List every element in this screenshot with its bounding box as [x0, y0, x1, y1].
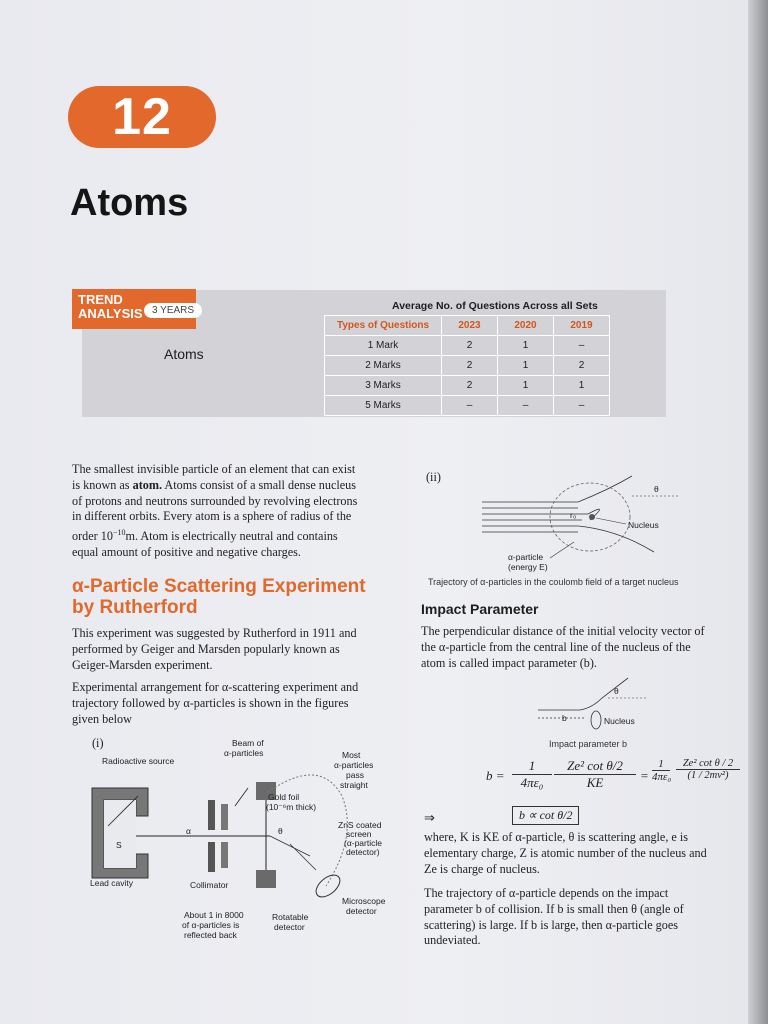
figure-i-label: (i) [92, 736, 104, 750]
text-line: parameter b of collision. If b is small then θ (angle of [424, 901, 684, 916]
proportionality-box: b ∝ cot θ/2 [512, 806, 579, 825]
figure-ii-label: (ii) [426, 470, 441, 484]
table-cell: 2 [554, 356, 610, 376]
section-heading-line: α-Particle Scattering Experiment [72, 576, 366, 597]
scattered-ray [270, 836, 310, 856]
trend-table-title: Average No. of Questions Across all Sets [392, 300, 598, 312]
formula-fraction [652, 758, 670, 783]
formula-lhs: b = [486, 768, 505, 783]
trajectory-diagram [478, 470, 688, 580]
fraction-denominator: 4πε₀ [652, 771, 672, 783]
intro-text: is known as [72, 477, 133, 492]
nucleus-shape [591, 711, 601, 729]
header-cell: 2020 [498, 316, 554, 336]
collimator-bottom [208, 842, 215, 872]
text-line: Geiger-Marsden experiment. [72, 657, 213, 672]
microscope-label: Microscope [342, 896, 386, 906]
beam-label: α-particles [224, 748, 264, 758]
alpha-particle-label: (energy E) [508, 562, 548, 572]
chapter-number-badge: 12 [68, 86, 216, 148]
table-cell: 3 Marks [325, 376, 442, 396]
fraction-denominator: 4πε₀ [520, 775, 544, 790]
gold-foil-label: (10⁻⁶m thick) [266, 802, 317, 812]
zns-label: ZnS coated [338, 820, 382, 830]
chapter-title: Atoms [70, 182, 189, 224]
header-cell: Types of Questions [325, 316, 442, 336]
text-line: given below [72, 711, 132, 726]
theta-label: θ [614, 686, 619, 696]
reflected-label: reflected back [184, 930, 237, 940]
text-line: the α-particle from the central line of the nucleus of the [421, 639, 691, 654]
alpha-particle-label: α-particle [508, 552, 544, 562]
reflected-label: About 1 in 8000 [184, 910, 244, 920]
section-heading-line: by Rutherford [72, 597, 198, 618]
table-cell: 1 [498, 356, 554, 376]
impact-caption: Impact parameter b [549, 739, 628, 749]
scatter-curve [578, 476, 632, 502]
section-heading [72, 576, 366, 618]
formula-equals: = [640, 768, 649, 783]
trend-tag-line2: ANALYSIS [78, 306, 143, 321]
table-cell: 2 [442, 336, 498, 356]
fraction-numerator: Ze² cot θ / 2 [676, 758, 740, 770]
cavity-interior [104, 800, 136, 868]
experiment-paragraph [72, 626, 407, 673]
variable-definitions [424, 830, 744, 877]
text-line: scattering) is large. If b is large, then α-particle goes [424, 917, 678, 932]
atom-term: atom. [132, 477, 163, 492]
trajectory-paragraph [424, 886, 744, 949]
text-line: Experimental arrangement for α-scattering experiment and [72, 680, 359, 694]
zns-label: (α-particle [344, 838, 382, 848]
radioactive-source-label: Radioactive source [102, 756, 175, 766]
intro-line: The smallest invisible particle of an element that can exist [72, 462, 356, 476]
text-line: trajectory followed by α-particles is shown in the figures [72, 695, 349, 710]
rutherford-apparatus-diagram [80, 736, 410, 956]
fraction-numerator: 1 [652, 758, 670, 771]
fraction-denominator: KE [586, 775, 604, 790]
text-line: atom is called impact parameter (b). [421, 655, 597, 670]
text-line: elementary charge, Z is atomic number of the nucleus and [424, 845, 707, 860]
intro-paragraph [72, 462, 402, 561]
fraction-numerator: 1 [512, 758, 552, 775]
intro-line: in different orbits. Every atom is a sphere of radius of the [72, 509, 352, 524]
table-cell: – [554, 336, 610, 356]
formula-fraction [554, 758, 636, 791]
trend-tag-line1: TREND [78, 292, 123, 307]
trend-table [324, 315, 610, 416]
rotatable-label: detector [274, 922, 305, 932]
rotatable-label: Rotatable [272, 912, 309, 922]
zns-label: screen [346, 829, 372, 839]
intro-text: Atoms consist of a small dense nucleus [162, 477, 357, 492]
intro-text: m. Atom is electrically neutral and contains [125, 529, 338, 544]
table-cell: 2 Marks [325, 356, 442, 376]
alpha-label: α [186, 826, 191, 836]
table-row [325, 376, 610, 396]
intro-line [72, 478, 402, 494]
text-line: This experiment was suggested by Rutherford in 1911 and [72, 626, 357, 640]
most-particles-label: straight [340, 780, 368, 790]
nucleus-dot [589, 514, 595, 520]
trajectory-caption: Trajectory of α-particles in the coulomb field of a target nucleus [428, 577, 679, 587]
table-row [325, 396, 610, 416]
nucleus-label: Nucleus [628, 520, 659, 530]
alpha-pointer [550, 542, 574, 558]
intro-line: equal amount of positive and negative charges. [72, 545, 301, 560]
most-particles-label: pass [346, 770, 364, 780]
trend-topic-label: Atoms [164, 346, 204, 362]
table-cell: 2 [442, 356, 498, 376]
implies-symbol: ⇒ [424, 810, 435, 825]
header-cell: 2023 [442, 316, 498, 336]
microscope-icon [312, 871, 344, 901]
most-particles-label: Most [342, 750, 361, 760]
text-line: Ze is charge of nucleus. [424, 861, 540, 876]
text-line: undeviated. [424, 933, 481, 948]
collimator-label: Collimator [190, 880, 229, 890]
b-label: b [562, 713, 567, 723]
intro-line: of protons and neutrons surrounded by revolving electrons [72, 493, 358, 508]
table-cell: 2 [442, 376, 498, 396]
table-cell: 1 [554, 376, 610, 396]
table-cell: 1 [498, 376, 554, 396]
table-cell: 1 Mark [325, 336, 442, 356]
zns-label: detector) [346, 847, 380, 857]
page-edge [748, 0, 768, 1024]
table-row [325, 356, 610, 376]
most-particles-label: α-particles [334, 760, 374, 770]
table-cell: 1 [498, 336, 554, 356]
nucleus-pointer [596, 518, 626, 524]
text-line: performed by Geiger and Marsden popularly known as [72, 641, 340, 656]
nucleus-label: Nucleus [604, 716, 635, 726]
table-cell: 5 Marks [325, 396, 442, 416]
detector-bottom [256, 870, 276, 888]
intro-text: order 10 [72, 529, 113, 544]
gold-foil-label: Gold foil [268, 792, 300, 802]
scattered-ray [290, 844, 316, 870]
impact-definition [421, 624, 741, 671]
formula-fraction [512, 758, 552, 791]
header-cell: 2019 [554, 316, 610, 336]
collimator-slit [221, 804, 228, 830]
table-row [325, 336, 610, 356]
text-line: The perpendicular distance of the initial velocity vector of [421, 624, 705, 638]
trend-table-header [325, 316, 610, 336]
text-line: The trajectory of α-particle depends on the impact [424, 886, 669, 900]
table-cell: – [498, 396, 554, 416]
fraction-denominator: (1 / 2mv²) [687, 770, 729, 781]
text-line: where, K is KE of α-particle, θ is scattering angle, e is [424, 830, 689, 844]
reflected-label: of α-particles is [182, 920, 240, 930]
impact-parameter-heading: Impact Parameter [421, 601, 539, 617]
r0-label: r₀ [570, 510, 577, 520]
years-badge: 3 YEARS [144, 303, 202, 318]
theta-label: θ [654, 484, 659, 494]
beam-pointer [235, 788, 248, 806]
intro-line [72, 525, 402, 545]
collimator-top [208, 800, 215, 830]
lead-cavity-label: Lead cavity [90, 878, 133, 888]
impact-parameter-diagram [530, 676, 680, 736]
table-cell: – [442, 396, 498, 416]
formula-fraction [676, 758, 740, 781]
arrangement-paragraph [72, 680, 407, 727]
collimator-slit [221, 842, 228, 868]
fraction-numerator: Ze² cot θ/2 [554, 758, 636, 775]
exponent: −10 [112, 528, 126, 538]
table-cell: – [554, 396, 610, 416]
source-s-label: S [116, 840, 122, 850]
deflected-path [580, 678, 628, 710]
theta-label: θ [278, 826, 283, 836]
beam-label: Beam of [232, 738, 264, 748]
microscope-label: detector [346, 906, 377, 916]
